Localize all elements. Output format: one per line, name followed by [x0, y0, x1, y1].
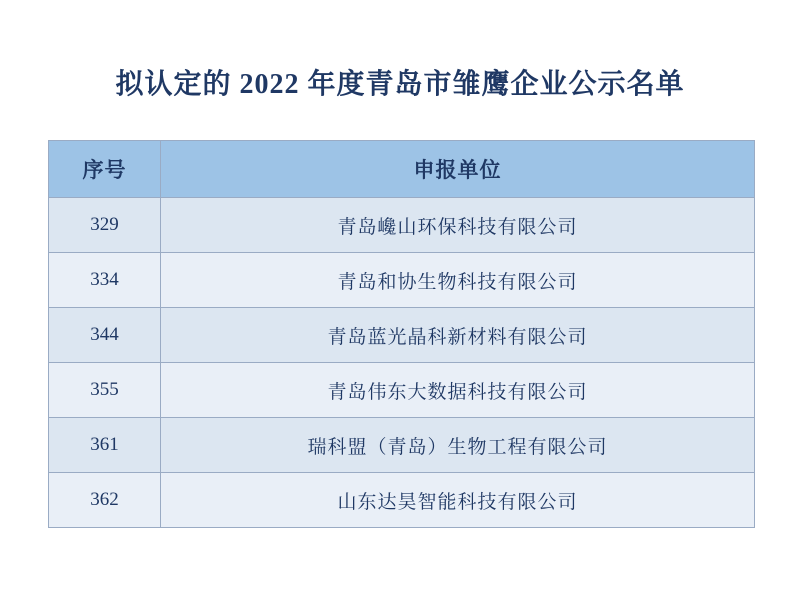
cell-index: 334	[49, 253, 161, 308]
cell-index: 355	[49, 363, 161, 418]
table-row	[49, 308, 755, 363]
column-header-unit: 申报单位	[161, 141, 755, 198]
page-title: 拟认定的 2022 年度青岛市雏鹰企业公示名单	[115, 69, 685, 100]
cell-index: 344	[49, 308, 161, 363]
table-header-row	[49, 141, 755, 198]
cell-unit: 青岛和协生物科技有限公司	[161, 253, 755, 308]
cell-index: 329	[49, 198, 161, 253]
cell-unit: 青岛巉山环保科技有限公司	[161, 198, 755, 253]
table-row	[49, 418, 755, 473]
cell-unit: 青岛伟东大数据科技有限公司	[161, 363, 755, 418]
cell-index: 361	[49, 418, 161, 473]
table-row	[49, 363, 755, 418]
table-body	[49, 198, 755, 528]
cell-unit: 瑞科盟（青岛）生物工程有限公司	[161, 418, 755, 473]
table-header	[49, 141, 755, 198]
table-row	[49, 198, 755, 253]
company-list-table	[48, 140, 755, 528]
cell-unit: 山东达昊智能科技有限公司	[161, 473, 755, 528]
cell-unit: 青岛蓝光晶科新材料有限公司	[161, 308, 755, 363]
cell-index: 362	[49, 473, 161, 528]
company-list-table-container	[48, 140, 754, 528]
column-header-index: 序号	[49, 141, 161, 198]
table-row	[49, 253, 755, 308]
table-row	[49, 473, 755, 528]
